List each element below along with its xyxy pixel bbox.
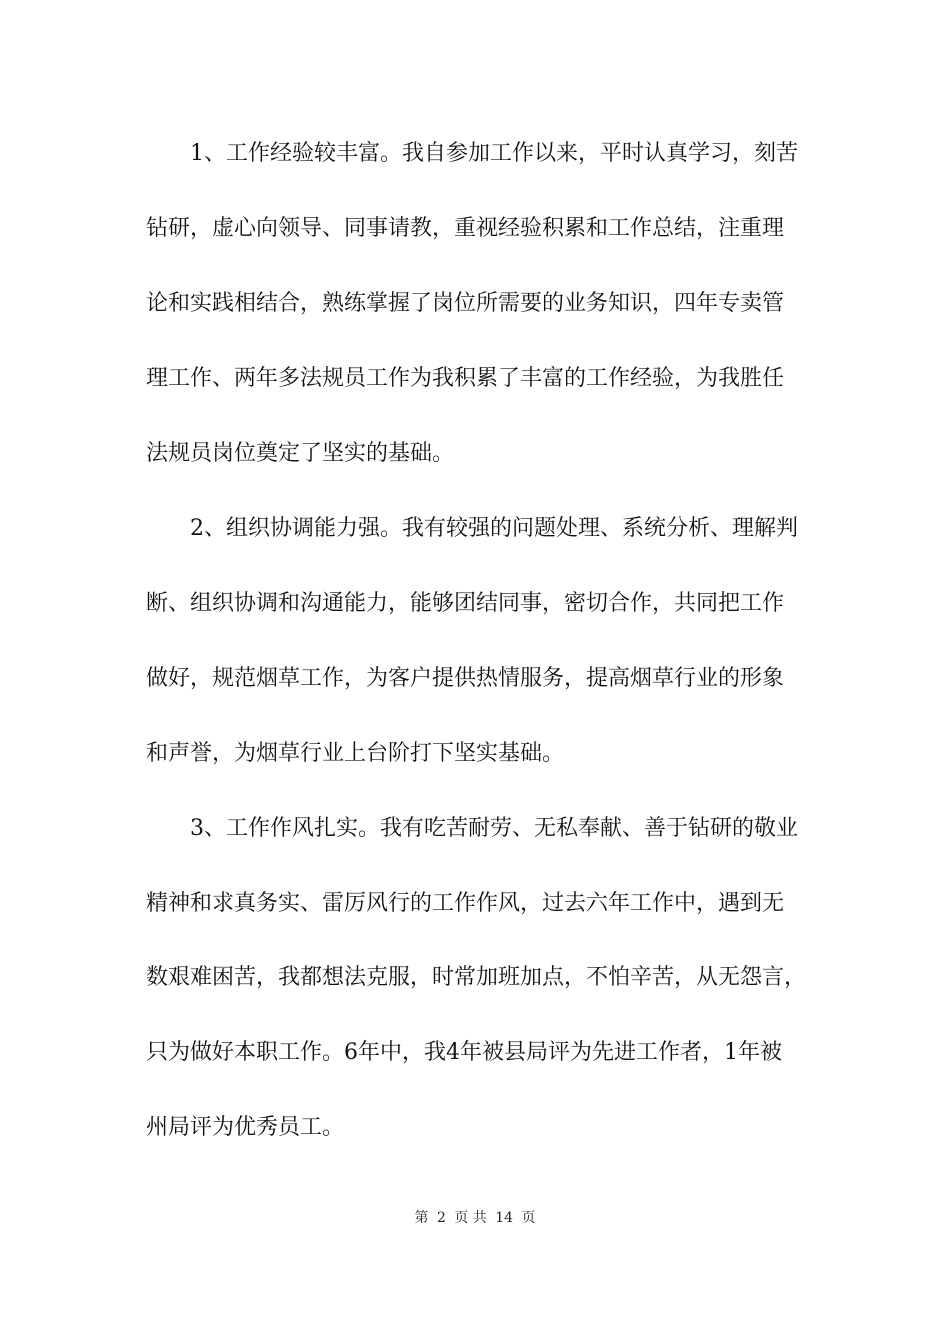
paragraph-3-line-2: 精神和求真务实、雷厉风行的工作作风，过去六年工作中，遇到无 bbox=[146, 891, 785, 916]
paragraph-2-line-3: 做好，规范烟草工作，为客户提供热情服务，提高烟草行业的形象 bbox=[146, 666, 785, 691]
paragraph-1-line-4: 理工作、两年多法规员工作为我积累了丰富的工作经验，为我胜任 bbox=[146, 366, 785, 391]
paragraph-1-line-2: 钻研，虚心向领导、同事请教，重视经验积累和工作总结，注重理 bbox=[146, 216, 785, 241]
paragraph-2-line-4: 和声誉，为烟草行业上台阶打下坚实基础。 bbox=[146, 741, 565, 766]
footer-page-mid: 页 共 bbox=[454, 1210, 487, 1226]
page-footer bbox=[0, 1208, 950, 1228]
paragraph-2-line-2: 断、组织协调和沟通能力，能够团结同事，密切合作，共同把工作 bbox=[146, 591, 785, 616]
footer-total-pages: 14 bbox=[495, 1210, 514, 1226]
paragraph-3-line-4: 只为做好本职工作。6年中，我4年被县局评为先进工作者，1年被 bbox=[146, 1040, 782, 1065]
paragraph-1-line-5: 法规员岗位奠定了坚实的基础。 bbox=[146, 441, 455, 466]
paragraph-3-line-5: 州局评为优秀员工。 bbox=[146, 1115, 345, 1140]
paragraph-1-line-1: 1、工作经验较丰富。我自参加工作以来，平时认真学习，刻苦 bbox=[190, 141, 798, 166]
paragraph-3-line-3: 数艰难困苦，我都想法克服，时常加班加点，不怕辛苦，从无怨言， bbox=[146, 965, 807, 990]
paragraph-1-line-3: 论和实践相结合，熟练掌握了岗位所需要的业务知识，四年专卖管 bbox=[146, 291, 785, 316]
footer-page-suffix: 页 bbox=[521, 1210, 536, 1226]
paragraph-3-line-1: 3、工作作风扎实。我有吃苦耐劳、无私奉献、善于钻研的敬业 bbox=[190, 816, 798, 841]
footer-page-prefix: 第 bbox=[414, 1210, 429, 1226]
footer-page-number: 2 bbox=[436, 1210, 446, 1226]
paragraph-2-line-1: 2、组织协调能力强。我有较强的问题处理、系统分析、理解判 bbox=[190, 516, 798, 541]
